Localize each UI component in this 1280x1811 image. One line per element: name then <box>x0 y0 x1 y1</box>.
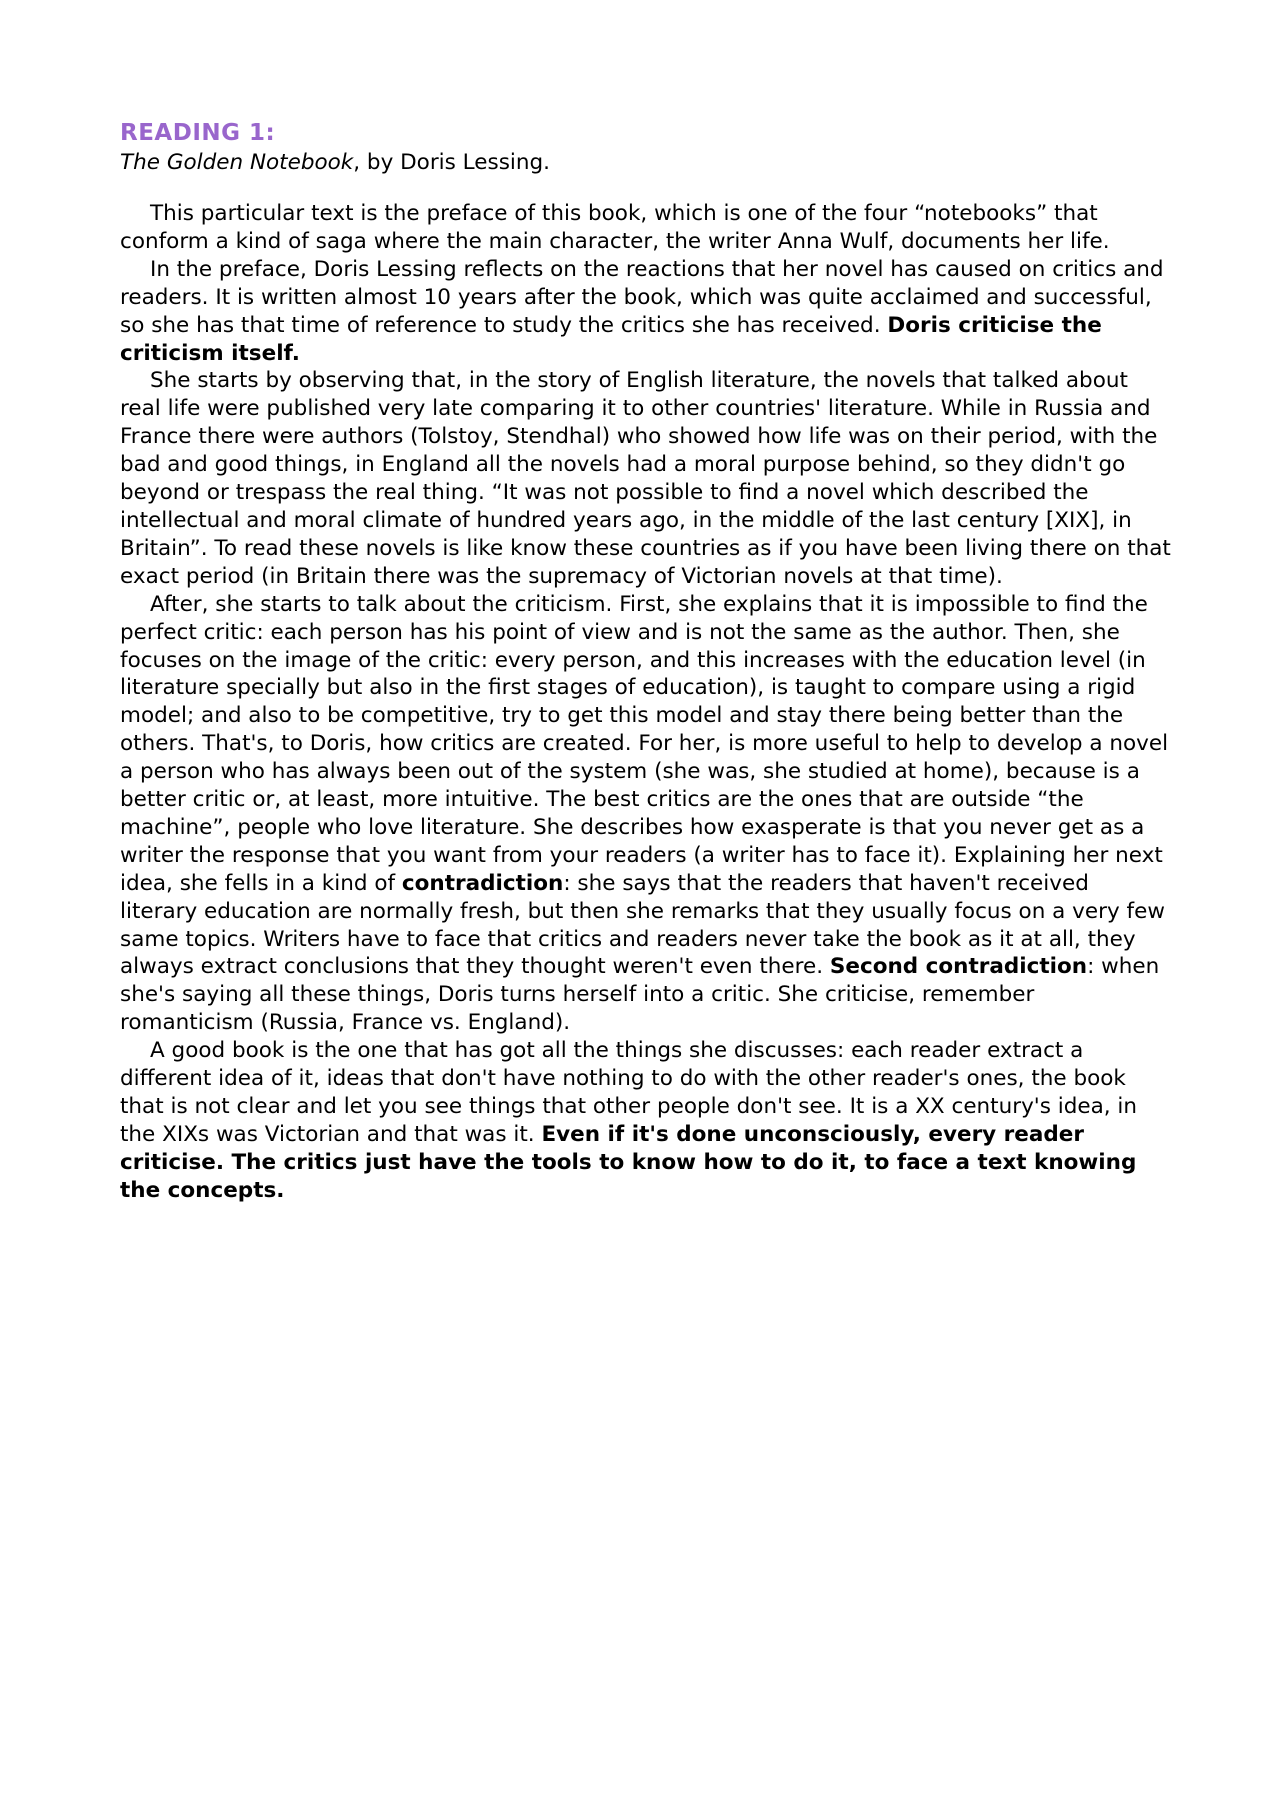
essay-paragraph <box>120 1037 1172 1204</box>
book-subtitle <box>120 148 1172 178</box>
emphasis-text: contradiction <box>401 870 564 896</box>
paragraph-text: In the preface, Doris Lessing reflects on the reactions that her novel has caused on critics and readers. It is written almost 10 years after the book, which was quite acclaimed and successful, so she has that time of reference to study the critics she has received. <box>120 256 1164 338</box>
document-page <box>120 118 1172 1205</box>
paragraph-text: This particular text is the preface of this book, which is one of the four “notebooks” that conform a kind of saga where the main character, the writer Anna Wulf, documents her life. <box>120 201 1110 254</box>
reading-heading: READING 1: <box>120 120 276 146</box>
essay-paragraph <box>120 200 1172 256</box>
book-author: , by Doris Lessing. <box>353 150 550 175</box>
paragraph-text: She starts by observing that, in the story of English literature, the novels that talked about real life were published very late comparing it to other countries' literature. While in Russia and France there were authors (Tolstoy, Stendhal) who showed how life was on their period, with the bad and good things, in England all the novels had a moral purpose behind, so they didn't go beyond or trespass the real thing. “It was not possible to find a novel which described the intellectual and moral climate of hundred years ago, in the middle of the last century [XIX], in Britain”. To read these novels is like know these countries as if you have been living there on that exact period (in Britain there was the supremacy of Victorian novels at that time). <box>120 368 1171 589</box>
emphasis-text: Even if it's done unconsciously, every reader criticise. The critics just have the tools to know how to do it, to face a text knowing the concepts. <box>120 1121 1137 1203</box>
essay-body <box>120 200 1172 1205</box>
essay-paragraph <box>120 256 1172 368</box>
emphasis-text: Second contradiction <box>829 954 1088 980</box>
paragraph-text: A good book is the one that has got all the things she discusses: each reader extract a different idea of it, ideas that don't have nothing to do with the other reader's ones, the book that is not clear and let you see things that other people don't see. It is a XX century's idea, in the XIXs was Victorian and that was it. <box>120 1038 1138 1147</box>
paragraph-text: : she says that the readers that haven't received literary education are normally fresh, but then she remarks that they usually focus on a very few same topics. Writers have to face that critics and readers never take the book as it at all, they always extract conclusions that they thought weren't even there. <box>120 870 1165 980</box>
paragraph-text: After, she starts to talk about the criticism. First, she explains that it is impossible to find the perfect critic: each person has his point of view and is not the same as the author. Then, she focuses on the image of the critic: every person, and this increases with the education level (in literature specially but also in the first stages of education), is taught to compare using a rigid model; and also to be competitive, try to get this model and stay there being better than the others. That's, to Doris, how critics are created. For her, is more useful to help to develop a novel a person who has always been out of the system (she was, she studied at home), because is a better critic or, at least, more intuitive. The best critics are the ones that are outside “the machine”, people who love literature. She describes how exasperate is that you never get as a writer the response that you want from your readers (a writer has to face it). Explaining her next idea, she fells in a kind of <box>120 591 1169 896</box>
book-title: The Golden Notebook <box>120 150 354 175</box>
essay-paragraph <box>120 591 1172 1038</box>
paragraph-text: : when she's saying all these things, Doris turns herself into a critic. She criticise, remember romanticism (Russia, France vs. England). <box>120 954 1160 1036</box>
emphasis-text: Doris criticise the criticism itself. <box>120 312 1102 366</box>
essay-paragraph <box>120 367 1172 590</box>
